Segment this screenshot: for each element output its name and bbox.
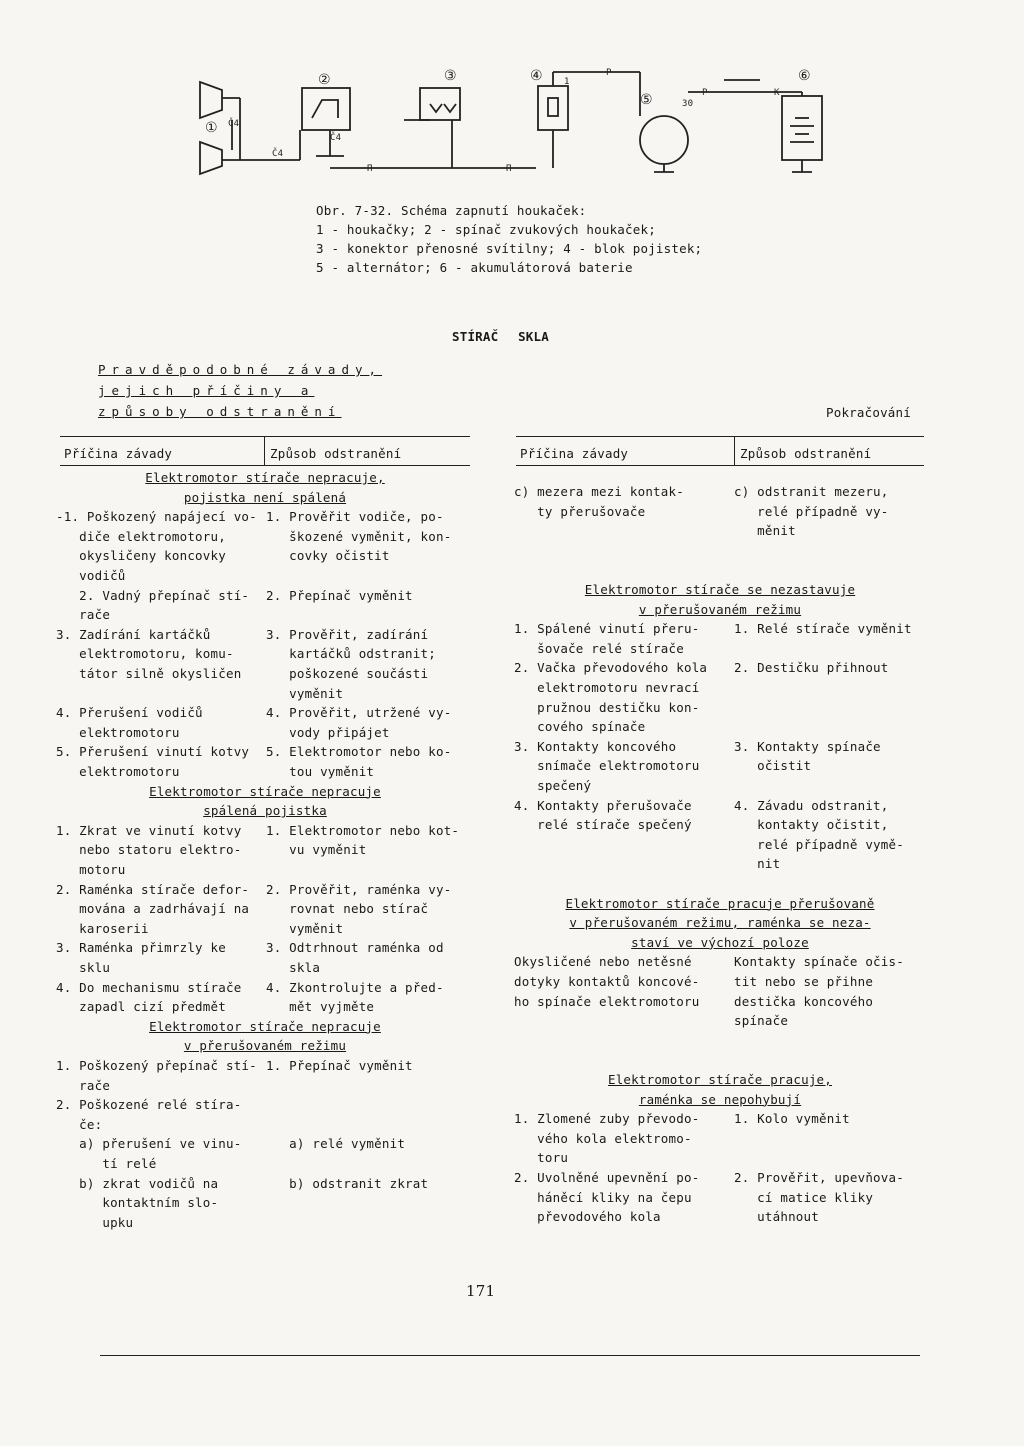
cause-text: pružnou destičku kon- [514, 699, 700, 715]
remedy-text: očistit [734, 758, 812, 774]
group-heading: raménka se nepohybují [638, 1091, 802, 1107]
wire-label: P [606, 68, 612, 78]
cause-text: Okysličené nebo netěsné [514, 954, 692, 970]
group-heading: spálená pojistka [203, 803, 327, 819]
remedy-text: poškozené součásti [266, 666, 429, 681]
cause-text: b) zkrat vodičů na [56, 1175, 219, 1191]
cause-text: 2. Poškozené relé stíra- [56, 1097, 242, 1113]
cause-text: 1. Zlomené zuby převodo- [514, 1111, 700, 1127]
cause-text: 1. Zkrat ve vinutí kotvy [56, 822, 242, 838]
group-heading: Elektromotor stírače pracuje přerušovaně [565, 895, 875, 911]
cause-text: če: [56, 1116, 103, 1132]
section-title: STÍRAČ SKLA [452, 329, 549, 344]
caption-line: 5 - alternátor; 6 - akumulátorová baterie [316, 260, 633, 275]
remedy-text: a) relé vyměnit [266, 1136, 406, 1152]
horn-wiring-diagram [0, 0, 1024, 200]
cause-text: šovače relé stírače [514, 640, 684, 656]
cause-text: 5. Přerušení vinutí kotvy [56, 744, 250, 760]
cause-text: 2. Vadný přepínač stí- [56, 587, 250, 603]
remedy-text: 3. Kontakty spínače [734, 738, 881, 754]
subtitle-line: způsoby odstranění [98, 404, 342, 419]
header-cause-left: Příčina závady [64, 446, 173, 461]
cause-text: převodového kola [514, 1209, 661, 1225]
cause-text: elektromotoru, komu- [56, 646, 234, 662]
remedy-text: 2. Přepínač vyměnit [266, 587, 413, 603]
cause-text: okysličeny koncovky [56, 548, 226, 564]
marker-2: ② [318, 72, 331, 88]
group-heading: v přerušovaném režimu [183, 1038, 347, 1054]
wire-label: Č4 [272, 149, 284, 159]
subtitle-line: Pravděpodobné závady, [98, 362, 383, 377]
group-heading: Elektromotor stírače nepracuje [149, 783, 381, 799]
remedy-text: měnit [734, 523, 796, 539]
remedy-text: vyměnit [266, 685, 344, 701]
header-remedy-left: Způsob odstranění [270, 446, 402, 461]
cause-text: karoserii [56, 920, 149, 936]
remedy-text: 4. Závadu odstranit, [734, 797, 889, 813]
cause-text: kontaktním slo- [56, 1195, 219, 1211]
continued-label: Pokračování [826, 405, 911, 420]
wire-label: Č4 [228, 119, 240, 129]
remedy-text: relé případně vy- [734, 503, 889, 519]
remedy-text: 5. Elektromotor nebo ko- [266, 744, 452, 760]
remedy-text: tou vyměnit [266, 764, 375, 779]
wire-label: 30 [682, 99, 694, 109]
marker-6: ⑥ [798, 68, 811, 84]
cause-text: dotyky kontaktů koncové- [514, 974, 700, 989]
marker-3: ③ [444, 68, 457, 84]
remedy-text: mět vyjměte [266, 999, 375, 1015]
cause-text: -1. Poškozený napájecí vo- [56, 509, 257, 525]
remedy-text: skla [266, 960, 321, 975]
cause-text: ho spínače elektromotoru [514, 993, 700, 1009]
cause-text: spečený [514, 778, 592, 793]
remedy-text: 3. Odtrhnout raménka od [266, 940, 444, 956]
remedy-text: 1. Přepínač vyměnit [266, 1058, 413, 1073]
marker-1: ① [205, 120, 218, 136]
wire-label: П [506, 164, 512, 174]
group-heading: Elektromotor stírače nepracuje, [145, 470, 385, 485]
header-cause-right: Příčina závady [520, 446, 629, 461]
group-heading: staví ve výchozí poloze [631, 934, 809, 950]
cause-text: upku [56, 1214, 134, 1230]
cause-text: tátor silně okysličen [56, 666, 242, 681]
cause-text: 4. Kontakty přerušovače [514, 797, 692, 813]
cause-text: ty přerušovače [514, 503, 646, 519]
header-remedy-right: Způsob odstranění [740, 446, 872, 461]
cause-text: vodičů [56, 568, 126, 583]
cause-text: mována a zadrhávají na [56, 901, 250, 917]
cause-text: cového spínače [514, 719, 646, 735]
remedy-text: cí matice kliky [734, 1189, 874, 1205]
wire-label: 1 [564, 77, 570, 87]
wire-label: K [774, 88, 780, 98]
cause-text: 2. Vačka převodového kola [514, 660, 708, 676]
cause-text: diče elektromotoru, [56, 528, 226, 544]
remedy-text: relé případně vymě- [734, 836, 904, 852]
table-rule [60, 465, 470, 466]
cause-text: sklu [56, 960, 111, 975]
remedy-text: tit nebo se přihne [734, 974, 874, 989]
cause-text: elektromotoru nevrací [514, 680, 700, 695]
wire-label: П [367, 164, 373, 174]
remedy-text: c) odstranit mezeru, [734, 484, 889, 499]
remedy-text: destička koncového [734, 993, 874, 1009]
cause-text: 2. Uvolněné upevnění po- [514, 1170, 700, 1185]
remedy-text: vody připájet [266, 724, 390, 740]
remedy-text: 4. Prověřit, utržené vy- [266, 705, 452, 721]
cause-text: relé stírače spečený [514, 817, 692, 833]
subtitle-line: jejich příčiny a [98, 383, 315, 398]
remedy-text: 2. Destičku přihnout [734, 660, 889, 676]
cause-text: 1. Spálené vinutí přeru- [514, 621, 700, 637]
cause-text: rače [56, 1077, 111, 1093]
remedy-text: Kontakty spínače očis- [734, 954, 904, 970]
caption-line: 1 - houkačky; 2 - spínač zvukových houkaček; [316, 222, 656, 237]
group-heading: v přerušovaném režimu, raménka se neza- [569, 915, 871, 931]
cause-text: háněcí kliky na čepu [514, 1189, 692, 1205]
cause-text: a) přerušení ve vinu- [56, 1136, 242, 1152]
group-heading: Elektromotor stírače pracuje, [607, 1072, 833, 1087]
cause-text: zapadl cizí předmět [56, 999, 226, 1015]
remedy-text: utáhnout [734, 1209, 819, 1225]
marker-4: ④ [530, 68, 543, 84]
group-heading: Elektromotor stírače se nezastavuje [584, 582, 856, 597]
remedy-text: kartáčků odstranit; [266, 646, 436, 662]
cause-text: snímače elektromotoru [514, 758, 700, 774]
wire-label: Č4 [330, 133, 342, 143]
group-heading: v přerušovaném režimu [638, 601, 802, 617]
cause-text: motoru [56, 862, 126, 877]
remedy-text: 1. Relé stírače vyměnit [734, 621, 912, 637]
remedy-text: 1. Prověřit vodiče, po- [266, 509, 444, 525]
cause-text: c) mezera mezi kontak- [514, 484, 684, 499]
remedy-text: b) odstranit zkrat [266, 1175, 429, 1191]
table-rule [516, 465, 924, 466]
table-rule [60, 436, 470, 437]
figure-caption [316, 201, 702, 277]
table-rule [516, 436, 924, 437]
cause-text: 2. Raménka stírače defor- [56, 881, 250, 897]
cause-text: vého kola elektromo- [514, 1130, 692, 1146]
remedy-text: rovnat nebo stírač [266, 901, 429, 917]
cause-text: rače [56, 607, 111, 623]
cause-text: elektromotoru [56, 764, 180, 779]
remedy-text: 1. Elektromotor nebo kot- [266, 822, 460, 838]
remedy-text: 3. Prověřit, zadírání [266, 626, 429, 642]
group-heading: pojistka není spálená [183, 489, 347, 505]
group-heading: Elektromotor stírače nepracuje [149, 1018, 381, 1034]
remedy-text: škozené vyměnit, kon- [266, 528, 452, 544]
cause-text: toru [514, 1150, 569, 1166]
header-divider [734, 437, 735, 465]
page-number: 171 [466, 1282, 496, 1300]
cause-text: 4. Do mechanismu stírače [56, 979, 242, 995]
marker-5: ⑤ [640, 92, 653, 108]
cause-text: 1. Poškozený přepínač stí- [56, 1058, 257, 1073]
caption-line: 3 - konektor přenosné svítilny; 4 - blok pojistek; [316, 241, 703, 256]
wire-label: P [702, 88, 708, 98]
cause-text: 3. Kontakty koncového [514, 738, 677, 754]
cause-text: 4. Přerušení vodičů [56, 705, 203, 721]
remedy-text: 2. Prověřit, upevňova- [734, 1170, 904, 1185]
header-divider [264, 437, 265, 465]
cause-text: 3. Zadírání kartáčků [56, 626, 211, 642]
remedy-text: 1. Kolo vyměnit [734, 1111, 850, 1127]
cause-text: tí relé [56, 1156, 157, 1171]
remedy-text: vyměnit [266, 920, 344, 936]
remedy-text: vu vyměnit [266, 842, 367, 858]
remedy-text: 2. Prověřit, raménka vy- [266, 881, 452, 897]
remedy-text: kontakty očistit, [734, 817, 889, 833]
remedy-text: covky očistit [266, 548, 390, 564]
remedy-text: nit [734, 856, 781, 872]
cause-text: elektromotoru [56, 724, 180, 740]
remedy-text: spínače [734, 1013, 789, 1029]
remedy-text: 4. Zkontrolujte a před- [266, 979, 444, 995]
cause-text: nebo statoru elektro- [56, 842, 242, 858]
caption-line: Obr. 7-32. Schéma zapnutí houkaček: [316, 203, 587, 218]
bottom-rule [100, 1355, 920, 1356]
cause-text: 3. Raménka přimrzly ke [56, 940, 226, 956]
